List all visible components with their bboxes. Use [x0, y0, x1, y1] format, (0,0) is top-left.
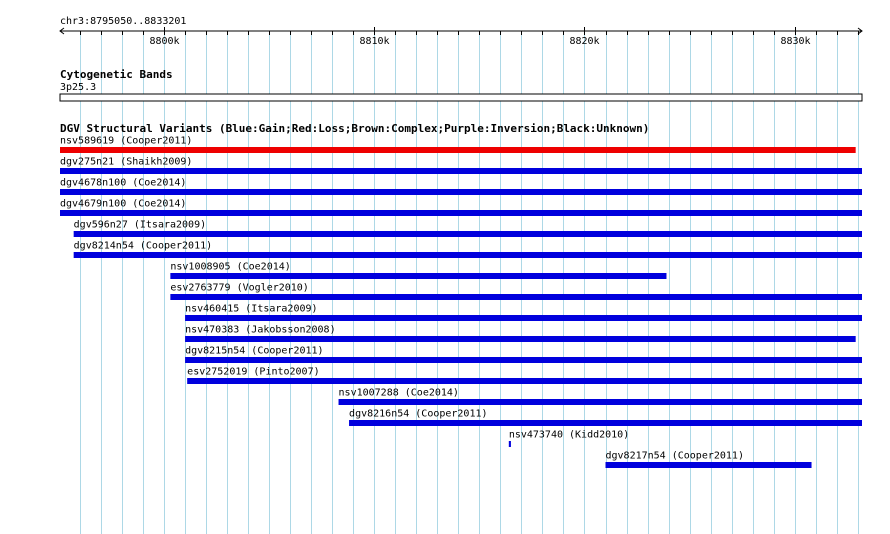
variant-label: nsv460415 (Itsara2009) — [185, 303, 318, 315]
dgv-track-title: DGV Structural Variants (Blue:Gain;Red:Loss;Brown:Complex;Purple:Inversion;Black:Unknown) — [60, 122, 650, 135]
variant-bar[interactable] — [185, 357, 862, 363]
variant-label: dgv8215n54 (Cooper2011) — [185, 345, 324, 357]
variant-bar[interactable] — [74, 231, 862, 237]
variant-label: dgv275n21 (Shaikh2009) — [60, 156, 193, 168]
variant-bar[interactable] — [60, 210, 862, 216]
cytoband-ideogram — [60, 94, 862, 101]
variant-label: dgv596n27 (Itsara2009) — [73, 219, 207, 231]
ruler-tick-label: 8820k — [569, 36, 600, 47]
variant-label: nsv470383 (Jakobsson2008) — [185, 324, 336, 336]
variant-label: nsv473740 (Kidd2010) — [508, 429, 630, 441]
variant-bar[interactable] — [606, 462, 812, 468]
region-label: chr3:8795050..8833201 — [60, 16, 187, 27]
variant-label: dgv4679n100 (Coe2014) — [60, 198, 187, 210]
variant-bar[interactable] — [74, 252, 862, 258]
dgv-variants — [60, 136, 862, 469]
variant-bar[interactable] — [60, 147, 856, 153]
variant-label: dgv8214n54 (Cooper2011) — [73, 240, 213, 252]
cytoband-label: 3p25.3 — [60, 82, 97, 93]
variant-label: nsv1008905 (Coe2014) — [170, 261, 291, 273]
variant-label: nsv1007288 (Coe2014) — [338, 387, 459, 399]
variant-bar[interactable] — [170, 273, 666, 279]
ruler-tick-label: 8810k — [359, 36, 390, 47]
variant-bar[interactable] — [185, 336, 856, 342]
variant-bar[interactable] — [509, 441, 511, 447]
variant-label: dgv8217n54 (Cooper2011) — [605, 450, 744, 462]
variant-label: esv2752019 (Pinto2007) — [187, 366, 320, 378]
variant-bar[interactable] — [60, 168, 862, 174]
variant-label: dgv8216n54 (Cooper2011) — [349, 408, 488, 420]
variant-bar[interactable] — [60, 189, 862, 195]
variant-label: nsv589619 (Cooper2011) — [60, 135, 193, 147]
variant-bar[interactable] — [170, 294, 862, 300]
variant-bar[interactable] — [185, 315, 862, 321]
ruler-tick-label: 8800k — [149, 36, 180, 47]
variant-bar[interactable] — [187, 378, 862, 384]
variant-bar[interactable] — [339, 399, 862, 405]
cytoband-title: Cytogenetic Bands — [60, 68, 173, 81]
variant-label: dgv4678n100 (Coe2014) — [60, 177, 187, 189]
variant-label: esv2763779 (Vogler2010) — [170, 282, 309, 294]
ruler-ticks — [81, 27, 859, 47]
variant-bar[interactable] — [349, 420, 862, 426]
ruler-tick-label: 8830k — [780, 36, 811, 47]
